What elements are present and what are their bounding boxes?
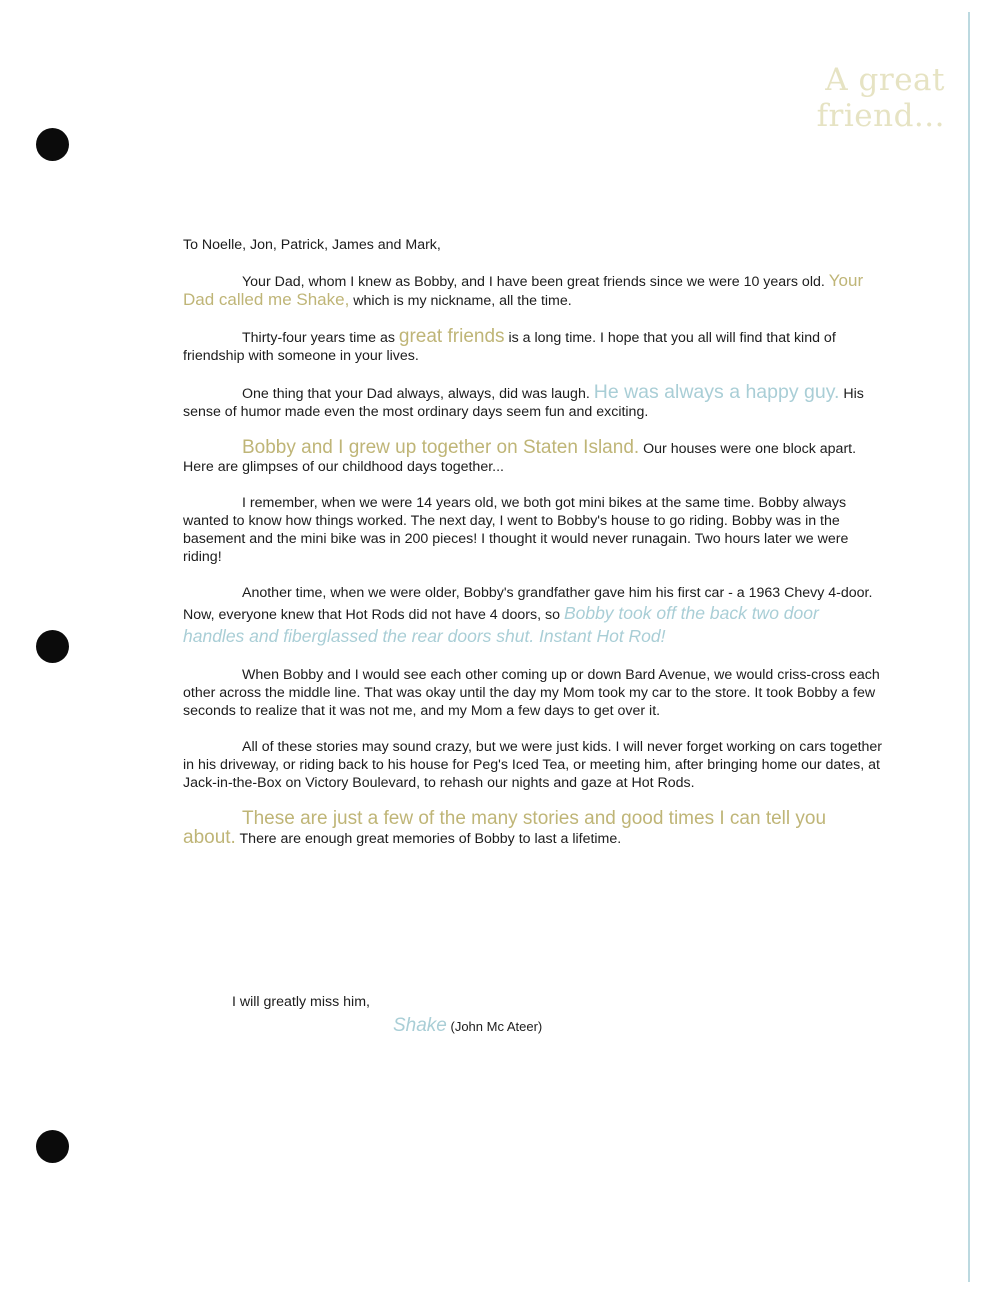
- paragraph-7-text: When Bobby and I would see each other coming up or down Bard Avenue, we would criss-cross each other across the middle line. That was okay until the day my Mom took my car to the store. It took Bobby a few seconds to realize that it was not me, and my Mom a few days to get over it.: [183, 667, 880, 719]
- paragraph-2: [183, 328, 883, 365]
- paragraph-9: [183, 810, 883, 848]
- paragraph-3-text-end: His sense of humor made even the most ordinary days seem fun and exciting.: [183, 386, 864, 420]
- paragraph-2-text-end: is a long time. I hope that you all will find that kind of friendship with someone in your lives.: [183, 330, 836, 364]
- paragraph-1: [183, 272, 883, 310]
- punch-hole-top: [36, 128, 69, 161]
- paragraph-5-text: I remember, when we were 14 years old, we both got mini bikes at the same time. Bobby always wanted to know how things worked. The next day, I went to Bobby's house to go riding. Bobby was in the basement and the mini bike was in 200 pieces! I thought it would never runagain. Two hours later we were riding!: [183, 495, 849, 565]
- paragraph-2-text: Thirty-four years time as: [242, 330, 395, 346]
- paragraph-7: [183, 666, 883, 720]
- paragraph-9-text-end: There are enough great memories of Bobby to last a lifetime.: [239, 831, 622, 847]
- paragraph-4: [183, 439, 883, 476]
- signature-full-name: (John Mc Ateer): [450, 1019, 543, 1034]
- salutation: To Noelle, Jon, Patrick, James and Mark,: [183, 237, 441, 253]
- paragraph-8-text: All of these stories may sound crazy, but we were just kids. I will never forget working on cars together in his driveway, or riding back to his house for Peg's Iced Tea, or meeting him, after bringing home our dates, at Jack-in-the-Box on Victory Boulevard, to rehash our nights and gaze at Hot Rods.: [183, 739, 883, 791]
- signature: [393, 1015, 542, 1037]
- paragraph-2-highlight: great friends: [398, 326, 505, 347]
- paragraph-1-text: Your Dad, whom I knew as Bobby, and I have been great friends since we were 10 years old.: [242, 274, 825, 290]
- paragraph-6: [183, 584, 883, 648]
- paragraph-6-text: Another time, when we were older, Bobby's grandfather gave him his first car - a 1963 Chevy 4-door. Now, everyone knew that Hot Rods did not have 4 doors, so: [183, 585, 873, 623]
- paragraph-3-highlight: He was always a happy guy.: [593, 381, 840, 403]
- paragraph-9-highlight: These are just a few of the many stories and good times I can tell you about.: [183, 808, 827, 848]
- margin-line: [968, 12, 970, 1282]
- paragraph-8: [183, 738, 883, 792]
- paragraph-1-highlight: Your Dad called me Shake,: [183, 271, 864, 309]
- signature-name: Shake: [393, 1015, 447, 1036]
- closing-line: I will greatly miss him,: [232, 994, 370, 1010]
- paragraph-5: [183, 494, 883, 566]
- paragraph-6-highlight: Bobby took off the back two door handles and fiberglassed the rear doors shut. Instant Hot Rod!: [183, 603, 819, 646]
- paragraph-4-text-end: Our houses were one block apart. Here are glimpses of our childhood days together...: [183, 441, 857, 475]
- paragraph-3: [183, 383, 883, 421]
- page-title: A great friend...: [816, 62, 945, 134]
- punch-hole-middle: [36, 630, 69, 663]
- punch-hole-bottom: [36, 1130, 69, 1163]
- letter-body: [183, 236, 883, 866]
- paragraph-3-text: One thing that your Dad always, always, did was laugh.: [242, 386, 590, 402]
- paragraph-1-text-end: which is my nickname, all the time.: [353, 293, 572, 309]
- paragraph-4-highlight: Bobby and I grew up together on Staten Island.: [242, 437, 640, 458]
